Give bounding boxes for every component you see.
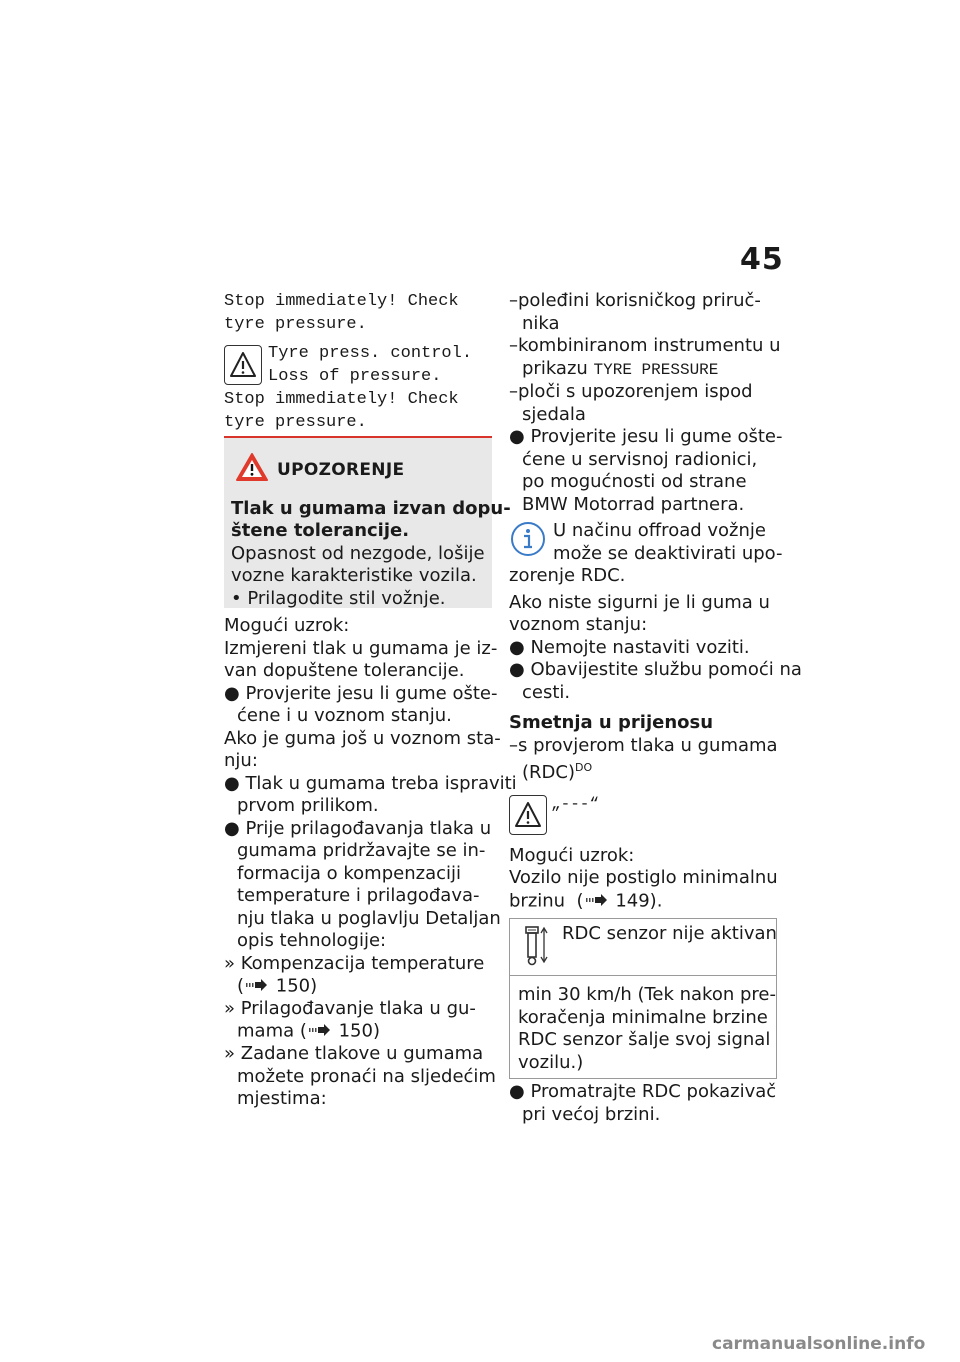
reference-link[interactable]: ( 150) — [237, 975, 318, 997]
warning-indicator-row — [509, 795, 781, 835]
warning-triangle-icon — [235, 452, 269, 489]
warning-text: Opasnost od nezgode, lošije — [231, 542, 485, 564]
page-reference-icon — [586, 890, 608, 913]
display-message: Stop immediately! Check — [224, 390, 459, 409]
warning-title: UPOZORENJE — [277, 460, 405, 480]
paragraph: nju: — [224, 750, 258, 771]
list-item: opis tehnologije: — [237, 930, 387, 951]
table-cell: koračenja minimalne brzine — [518, 1006, 768, 1028]
rdc-table — [509, 918, 777, 1079]
paragraph: Ako je guma još u voznom sta- — [224, 727, 501, 749]
cause-label: Mogući uzrok: — [509, 844, 635, 866]
list-item: nika — [522, 312, 560, 334]
warning-indicator-row — [224, 342, 492, 388]
reference-link: mjestima: — [237, 1088, 327, 1109]
rdc-table-body — [510, 976, 776, 1078]
list-item: –s provjerom tlaka u gumama — [509, 734, 778, 756]
list-item: ćene i u voznom stanju. — [237, 705, 452, 726]
list-item: ● Prije prilagođavanja tlaka u — [224, 817, 492, 839]
cause-label: Mogući uzrok: — [224, 615, 350, 636]
reference-link[interactable]: » Zadane tlakove u gumama — [224, 1043, 484, 1064]
option-code: DO — [574, 761, 593, 774]
display-message: Stop immediately! Check — [224, 292, 459, 311]
page-number: 45 — [740, 242, 784, 277]
paragraph: Vozilo nije postiglo minimalnu — [509, 867, 778, 888]
warning-triangle-icon — [224, 345, 262, 385]
watermark: carmanualsonline.info — [712, 1334, 926, 1354]
paragraph: Ako niste sigurni je li guma u — [509, 591, 770, 613]
rdc-table-header — [510, 919, 776, 976]
display-message: Tyre press. control. — [268, 344, 473, 363]
left-column — [224, 290, 492, 434]
list-item: pri većoj brzini. — [522, 1103, 661, 1125]
list-item: ćene u servisnoj radionici, — [522, 448, 758, 470]
warning-triangle-icon — [509, 795, 547, 835]
info-note — [509, 520, 781, 565]
list-item: –poleđini korisničkog priruč- — [509, 290, 761, 311]
list-item: po mogućnosti od strane — [522, 471, 747, 492]
reference-link: možete pronaći na sljedećim — [237, 1065, 496, 1087]
page-reference-icon — [246, 975, 268, 998]
warning-instruction: • Prilagodite stil vožnje. — [231, 587, 446, 609]
list-item: ● Promatrajte RDC pokazivač — [509, 1081, 777, 1103]
list-item: temperature i prilagođava- — [237, 885, 480, 906]
list-item: prvom prilikom. — [237, 795, 379, 816]
paragraph: van dopuštene tolerancije. — [224, 660, 465, 681]
table-cell: RDC senzor šalje svoj signal — [518, 1029, 771, 1051]
list-item: ● Provjerite jesu li gume ošte- — [509, 426, 783, 447]
warning-box — [224, 436, 511, 609]
sensor-speed-icon — [522, 925, 552, 974]
warning-heading: štene tolerancije. — [231, 520, 410, 541]
display-message: TYRE PRESSURE — [593, 360, 719, 379]
list-item: nju tlaka u poglavlju Detaljan — [237, 907, 501, 929]
list-item: formacija o kompenzaciji — [237, 862, 461, 884]
list-item: BMW Motorrad partnera. — [522, 493, 745, 515]
list-item: sjedala — [522, 403, 586, 425]
reference-link[interactable]: » Kompenzacija temperature — [224, 952, 485, 974]
info-text: U načinu offroad vožnje — [553, 520, 766, 541]
right-column — [509, 290, 802, 1126]
list-item: (RDC)$^{DO}$ — [522, 761, 593, 783]
reference-link[interactable]: mama ( 150) — [237, 1020, 380, 1042]
reference-link[interactable]: » Prilagođavanje tlaka u gu- — [224, 997, 476, 1019]
info-icon — [509, 520, 547, 565]
display-message: Loss of pressure. — [268, 367, 442, 386]
table-cell: min 30 km/h (Tek nakon pre- — [518, 984, 776, 1006]
info-text: zorenje RDC. — [509, 565, 626, 586]
info-text: može se deaktivirati upo- — [553, 542, 783, 564]
list-item: ● Provjerite jesu li gume ošte- — [224, 682, 498, 704]
paragraph: Izmjereni tlak u gumama je iz- — [224, 637, 498, 659]
left-column-body — [224, 615, 517, 1111]
table-cell: vozilu.) — [518, 1051, 584, 1073]
list-item: ● Tlak u gumama treba ispraviti — [224, 772, 517, 794]
list-item: prikazu TYRE PRESSURE — [522, 357, 719, 379]
paragraph: voznom stanju: — [509, 614, 648, 635]
warning-heading: Tlak u gumama izvan dopu- — [231, 497, 511, 519]
list-item: ● Obavijestite službu pomoći na — [509, 659, 802, 680]
display-message: tyre pressure. — [224, 413, 367, 432]
page-reference-icon — [309, 1020, 331, 1043]
list-item: cesti. — [522, 681, 571, 703]
display-message: tyre pressure. — [224, 315, 367, 334]
warning-text: vozne karakteristike vozila. — [231, 565, 477, 586]
display-message: „---“ — [551, 794, 600, 813]
rdc-table-title: RDC senzor nije aktivan — [562, 923, 777, 945]
list-item: –ploči s upozorenjem ispod — [509, 381, 753, 402]
list-item: gumama pridržavajte se in- — [237, 840, 486, 861]
paragraph[interactable]: brzinu ( 149). — [509, 889, 663, 911]
list-item: –kombiniranom instrumentu u — [509, 335, 781, 356]
list-item: ● Nemojte nastaviti voziti. — [509, 636, 750, 658]
section-heading: Smetnja u prijenosu — [509, 712, 714, 733]
